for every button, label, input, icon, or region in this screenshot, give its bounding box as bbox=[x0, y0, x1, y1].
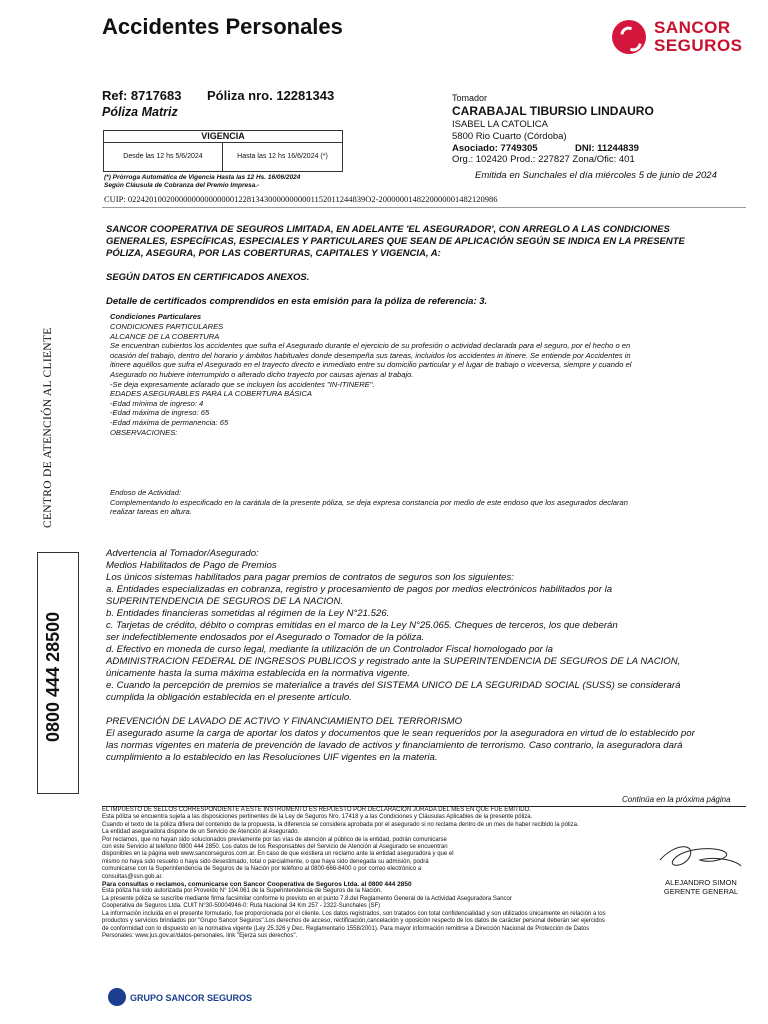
poliza-number: Póliza nro. 12281343 bbox=[207, 88, 335, 103]
prorroga-note: (*) Prórroga Automática de Vigencia Hasta las 12 Hs. 16/06/2024 Según Cláusula de Cobranza del Premio Impresa.- bbox=[104, 174, 301, 189]
tomador-street: ISABEL LA CATOLICA bbox=[452, 119, 548, 130]
vigencia-title: VIGENCIA bbox=[104, 131, 342, 143]
vigencia-table bbox=[103, 130, 343, 172]
endoso-actividad: Endoso de Actividad: Complementando lo especificado en la carátula de la presente póliza, se deja expresa constancia por medio de este endoso que los asegurados declaran realizar tareas en altura. bbox=[110, 488, 628, 517]
signer: ALEJANDRO SIMON GERENTE GENERAL bbox=[663, 878, 739, 896]
grupo-logo-icon bbox=[108, 988, 126, 1006]
phone-number: 0800 444 28500 bbox=[43, 611, 63, 742]
grupo-sancor-logo: GRUPO SANCOR SEGUROS bbox=[130, 993, 253, 1003]
advertencia: Advertencia al Tomador/Asegurado: Medios Habilitados de Pago de Premios Los únicos sistemas habilitados para pagar premios de contratos de seguros son los siguientes: a. Entidades especializadas en cobranza, registro y procesamiento de pagos por medios electrónicos habilitados por la SUPERINTENDENCIA DE SEGUROS DE LA NACION. b. Entidades financieras sometidas al régimen de la Ley N°21.526. c. Tarjetas de crédito, débito o compras emitidas en el marco de la Ley N°25.065. Cheques de terceros, los que deberán ser indefectiblemente endosados por el Asegurado o Tomador de la póliza. d. Efectivo en moneda de curso legal, mediante la utilización de un Controlador Fiscal homologado por la ADMINISTRACION FEDERAL DE INGRESOS PUBLICOS y registrado ante la SUPERINTENDENCIA DE SEGUROS DE LA NACION, únicamente hasta la suma máxima establecida en la normativa vigente. e. Cuando la percepción de premios se materialice a través del SISTEMA UNICO DE LA SEGURIDAD SOCIAL (SUSS) se considerará cumplida la obligación establecida en el presente artículo. bbox=[106, 548, 681, 703]
vigencia-hasta: Hasta las 12 hs 16/6/2024 (*) bbox=[237, 153, 328, 160]
page-title: Accidentes Personales bbox=[102, 14, 343, 39]
centro-atencion-label: CENTRO DE ATENCIÓN AL CLIENTE bbox=[42, 327, 54, 528]
lavado-activos: PREVENCIÓN DE LAVADO DE ACTIVO Y FINANCIAMIENTO DEL TERRORISMO El asegurado asume la carga de aportar los datos y documentos que le sean requeridos por la aseguradora en virtud de lo establecido por las normas vigentes en materia de prevención de lavado de activos y financiamiento de terrorismo. Caso contrario, la aseguradora dará cumplimiento a lo establecido en las Resoluciones UIF vigentes en la materia. bbox=[106, 716, 695, 763]
cond-title: Condiciones Particulares bbox=[110, 312, 202, 321]
tomador-dni: DNI: 11244839 bbox=[575, 143, 639, 154]
cuip-code: CUIP: 02242010020000000000000001228134300000000001152011244839O2-2000000148220000001482120986 bbox=[104, 194, 498, 204]
sancor-logo: SANCOR SEGUROS bbox=[612, 16, 752, 56]
emitida: Emitida en Sunchales el día miércoles 5 de junio de 2024 bbox=[475, 170, 717, 181]
vigencia-desde: Desde las 12 hs 5/6/2024 bbox=[104, 143, 223, 171]
signature-icon bbox=[655, 838, 745, 874]
segun-datos: SEGÚN DATOS EN CERTIFICADOS ANEXOS. bbox=[106, 272, 310, 283]
ref-number: Ref: 8717683 bbox=[102, 88, 182, 103]
tomador-org: Org.: 102420 Prod.: 227827 Zona/Ofic: 401 bbox=[452, 154, 635, 165]
tomador-label: Tomador bbox=[452, 93, 488, 103]
intro-text: SANCOR COOPERATIVA DE SEGUROS LIMITADA, EN ADELANTE 'EL ASEGURADOR', CON ARREGLO A LAS CONDICIONES GENERALES, ESPECÍFICAS, ESPECIALES Y PARTICULARES QUE SEAN DE APLICACIÓN SEGÚN SE INDICA EN LA PRESENTE PÓLIZA, ASEGURA, POR LAS COBERTURAS, CAPITALES Y VIGENCIA, A: bbox=[106, 224, 685, 259]
condiciones-particulares: CONDICIONES PARTICULARES ALCANCE DE LA COBERTURA Se encuentran cubiertos los accidentes que sufra el Asegurado durante el ejercicio de su profesión o actividad declarada para el seguro, por el hecho o en ocasión del trabajo, dentro del horario y ámbitos habituales donde desempeña sus tareas, incluidos los accidentes in itinere. Se entiende por Accidentes in itinere aquéllos que sufra el Asegurado en el trayecto directo e inmediato entre su domicilio particular y el lugar de trabajo o viceversa, siempre y cuando el Asegurado no hubiere interrumpido o alterado dicho trayecto por causas ajenas al trabajo. -Se deja expresamente aclarado que se incluyen los accidentes "IN-ITINERE". EDADES ASEGURABLES PARA LA COBERTURA BÁSICA -Edad mínima de ingreso: 4 -Edad máxima de ingreso: 65 -Edad máxima de permanencia: 65 OBSERVACIONES: bbox=[110, 322, 632, 437]
tomador-city: 5800 Rio Cuarto (Córdoba) bbox=[452, 131, 567, 142]
tomador-asociado: Asociado: 7749305 bbox=[452, 143, 538, 154]
detalle-certificados: Detalle de certificados comprendidos en esta emisión para la póliza de referencia: 3. bbox=[106, 296, 488, 307]
tomador-name: CARABAJAL TIBURSIO LINDAURO bbox=[452, 104, 654, 118]
divider bbox=[102, 207, 746, 208]
sancor-logo-icon bbox=[612, 20, 646, 54]
footer-legal: EL IMPUESTO DE SELLOS CORRESPONDIENTE A ESTE INSTRUMENTO ES REPUESTO POR DECLARACION JURADA DEL MES EN QUE FUE EMITIDO. Esta póliza se encuentra sujeta a las disposiciones pertinentes de la Ley de Seguros Nro. 17418 y a las Condiciones y Cláusulas Aplicables de la presente póliza. Cuando el texto de la póliza difiera del contenido de la propuesta, la diferencia se considera aprobada por el asegurado si no reclama dentro de un mes de haber recibido la póliza. La entidad aseguradora dispone de un Servicio de Atención al Asegurado. Por reclamos, que no hayan sido solucionados previamente por las vías de atención al público de la entidad, podrán comunicarse con este Servicio al teléfono 0800 444 2850. Los datos de los Responsables del Servicio de Atención al Asegurado se encuentran disponibles en la página web www.sancorseguros.com.ar. En caso de que existiera un reclamo ante la entidad aseguradora y que el mismo no haya sido resuelto o haya sido desestimado, total o parcialmente, o que haya sido denegada su admisión, podrá comunicarse con la Superintendencia de Seguros de la Nación por teléfono al 0800-666-8400 o por correo electrónico a consultas@ssn.gob.ar. Para consultas o reclamos, comunicarse con Sancor Cooperativa de Seguros Ltda. al 0800 444 2850 Esta póliza ha sido autorizada por Proveído N° 104.061 de la Superintendencia de Seguros de la Nación. La presente póliza se suscribe mediante firma facsimilar conforme lo previsto en el punto 7.8.del Reglamento General de la Actividad Aseguradora Sancor Cooperativa de Seguros Ltda. CUIT N°30-50004946-0: Ruta Nacional 34 Km 257 - 2322-Sunchales (SF) La información incluida en el presente formulario, fue proporcionada por el cliente. Los datos registrados, son tratados con total confidencialidad y son utilizados únicamente en relación a los productos y servicios brindados por "Grupo Sancor Seguros".Los derechos de acceso, rectificación,cancelación y oposición respecto de los datos de carácter personal deberán ser ejercidos de conformidad con lo dispuesto en la normativa vigente (Ley 25.326 y Dec. Reglamentario 1558/2001). Para mayor información remitirse a Dirección Nacional de Protección de Datos Personales: www.jus.gov.ar/datos-personales, link "Ejerza sus derechos". bbox=[102, 807, 606, 939]
continua-label: Continúa en la próxima página bbox=[622, 795, 731, 804]
poliza-matriz: Póliza Matriz bbox=[102, 105, 178, 119]
